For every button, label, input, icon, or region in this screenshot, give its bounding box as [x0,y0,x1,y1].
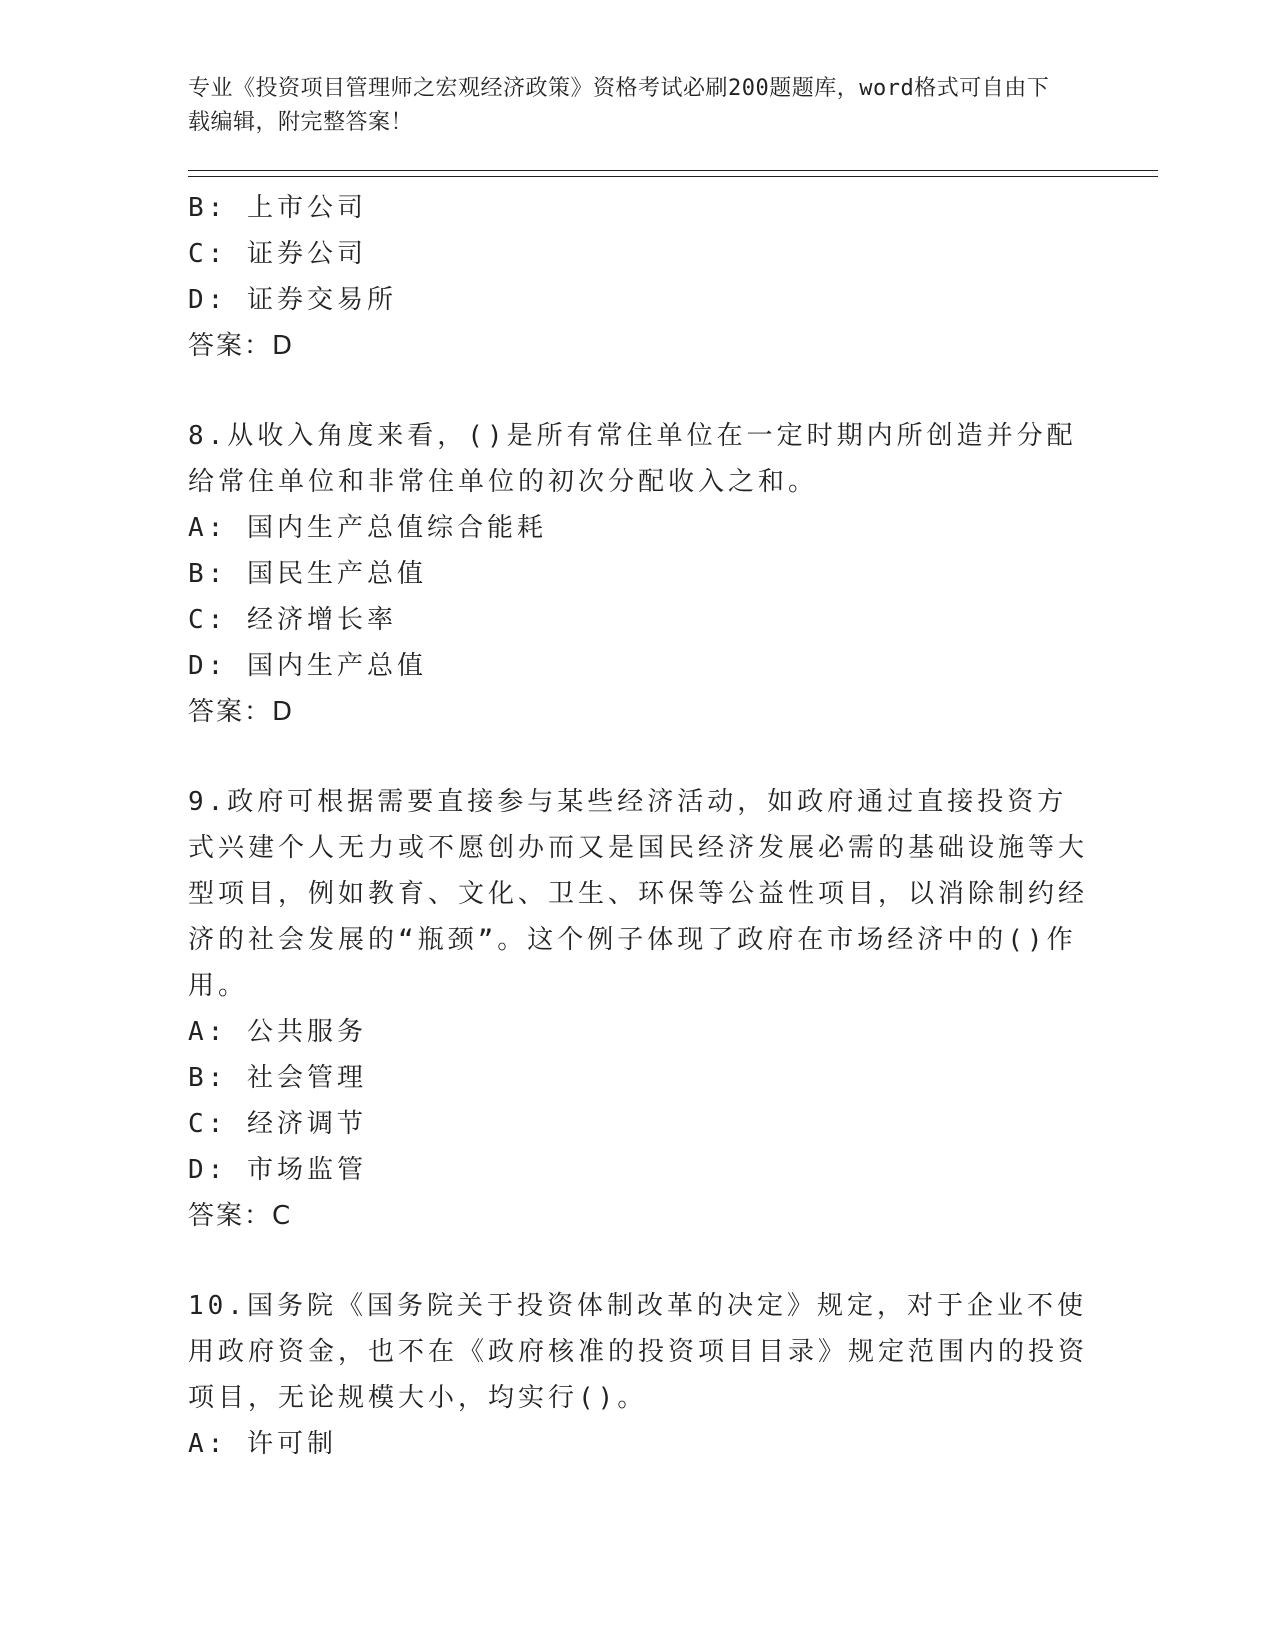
answer: 答案：D [188,697,295,727]
answer: 答案：D [188,331,295,361]
option-d: D: 市场监管 [188,1155,367,1185]
option-c: C: 证券公司 [188,239,367,269]
question-8 [188,413,1158,735]
document-body [188,185,1158,1467]
option-b: B: 社会管理 [188,1063,367,1093]
option-d: D: 证券交易所 [188,285,397,315]
option-b: B: 国民生产总值 [188,559,427,589]
option-c: C: 经济增长率 [188,605,397,635]
option-b: B: 上市公司 [188,193,367,223]
question-stem: 10.国务院《国务院关于投资体制改革的决定》规定，对于企业不使用政府资金，也不在《政府核准的投资项目目录》规定范围内的投资项目，无论规模大小，均实行()。 [188,1291,1089,1413]
question-stem: 9.政府可根据需要直接参与某些经济活动，如政府通过直接投资方式兴建个人无力或不愿创办而又是国民经济发展必需的基础设施等大型项目，例如教育、文化、卫生、环保等公益性项目，以消除制约经济的社会发展的“瓶颈”。这个例子体现了政府在市场经济中的()作用。 [188,787,1089,1001]
document-page [188,72,1158,1467]
question-10 [188,1283,1158,1467]
header-divider [188,170,1158,177]
option-c: C: 经济调节 [188,1109,367,1139]
option-a: A: 国内生产总值综合能耗 [188,513,547,543]
option-a: A: 许可制 [188,1429,337,1459]
option-d: D: 国内生产总值 [188,651,427,681]
question-stem: 8.从收入角度来看，()是所有常住单位在一定时期内所创造并分配给常住单位和非常住单位的初次分配收入之和。 [188,421,1077,497]
option-a: A: 公共服务 [188,1017,367,1047]
answer: 答案：C [188,1201,293,1231]
document-header: 专业《投资项目管理师之宏观经济政策》资格考试必刷200题题库，word格式可自由下载编辑，附完整答案！ [188,76,1050,135]
question-9 [188,779,1158,1239]
partial-question [188,185,1158,369]
